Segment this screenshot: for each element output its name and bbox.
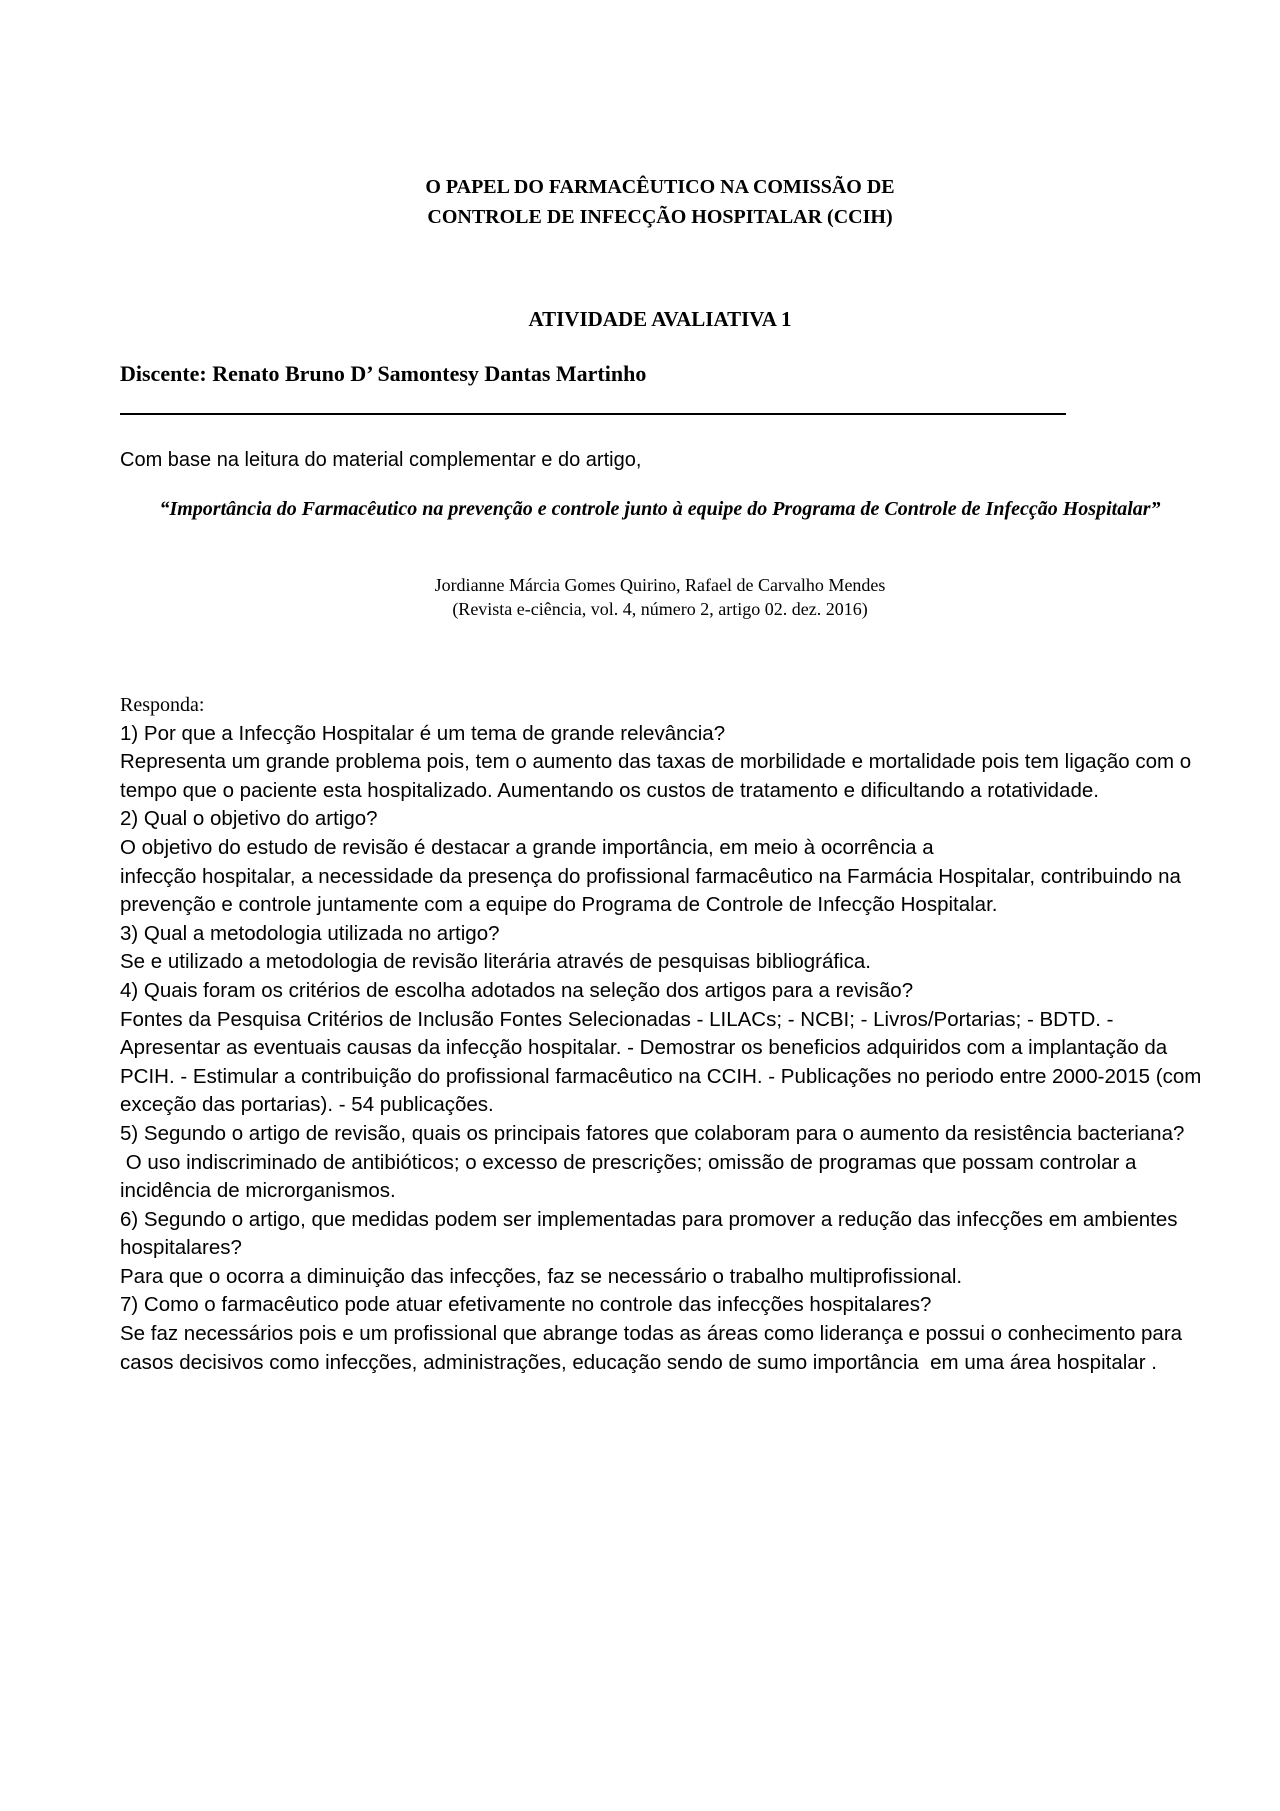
answer-1: Representa um grande problema pois, tem o aumento das taxas de morbilidade e mortalidade pois tem ligação com o tempo que o paciente esta hospitalizado. Aumentando os custos de tratamento e dificultando a rotatividade. xyxy=(120,750,1192,802)
answer-2-rest: infecção hospitalar, a necessidade da presença do profissional farmacêutico na Farmácia Hospitalar, contribuindo na prevenção e controle juntamente com a equipe do Programa de Controle de Infecção Hospitalar. xyxy=(120,864,1181,917)
student-name: Discente: Renato Bruno D’ Samontesy Dantas Martinho xyxy=(120,361,647,386)
divider-line xyxy=(120,413,1066,415)
question-5: 5) Segundo o artigo de revisão, quais os principais fatores que colaboram para o aumento da resistência bacteriana? xyxy=(120,1121,1185,1145)
question-1: 1) Por que a Infecção Hospitalar é um tema de grande relevância? xyxy=(120,721,726,745)
question-3: 3) Qual a metodologia utilizada no artigo? xyxy=(120,921,500,945)
document-title-line-2: CONTROLE DE INFECÇÃO HOSPITALAR (CCIH) xyxy=(427,206,893,228)
activity-heading: ATIVIDADE AVALIATIVA 1 xyxy=(528,307,792,331)
article-source: (Revista e-ciência, vol. 4, número 2, artigo 02. dez. 2016) xyxy=(452,599,868,619)
question-2: 2) Qual o objetivo do artigo? xyxy=(120,807,378,831)
answer-6: Para que o ocorra a diminuição das infecções, faz se necessário o trabalho multiprofissional. xyxy=(120,1264,963,1288)
question-4: 4) Quais foram os critérios de escolha adotados na seleção dos artigos para a revisão? xyxy=(120,978,914,1002)
answer-7: Se faz necessários pois e um profissional que abrange todas as áreas como liderança e possui o conhecimento para casos decisivos como infecções, administrações, educação sendo de sumo importância em uma área hospitalar . xyxy=(120,1322,1188,1374)
answer-5: O uso indiscriminado de antibióticos; o excesso de prescrições; omissão de programas que possam controlar a incidência de microrganismos. xyxy=(120,1150,1143,1203)
intro-text: Com base na leitura do material complementar e do artigo, xyxy=(120,449,642,471)
article-title: “Importância do Farmacêutico na prevenção e controle junto à equipe do Programa de Controle de Infecção Hospitalar” xyxy=(159,498,1161,520)
answer-3: Se e utilizado a metodologia de revisão literária através de pesquisas bibliográfica. xyxy=(120,950,871,974)
question-6: 6) Segundo o artigo, que medidas podem ser implementadas para promover a redução das infecções em ambientes hospitalares? xyxy=(120,1207,1178,1260)
document-title-line-1: O PAPEL DO FARMACÊUTICO NA COMISSÃO DE xyxy=(425,176,895,198)
answer-4: Fontes da Pesquisa Critérios de Inclusão Fontes Selecionadas - LILACs; - NCBI; - Livros/Portarias; - BDTD. - Apresentar as eventuais causas da infecção hospitalar. - Demostrar os beneficios adquiridos com a implantação da PCIH. - Estimular a contribuição do profissional farmacêutico na CCIH. - Publicações no periodo entre 2000-2015 (com exceção das portarias). - 54 publicações. xyxy=(120,1007,1202,1117)
article-authors: Jordianne Márcia Gomes Quirino, Rafael de Carvalho Mendes xyxy=(434,575,886,595)
question-7: 7) Como o farmacêutico pode atuar efetivamente no controle das infecções hospitalares? xyxy=(120,1293,932,1317)
article-citation xyxy=(120,573,1200,621)
answers-prompt: Responda: xyxy=(120,694,205,716)
answers-section xyxy=(120,691,1205,1377)
answer-2-line-1: O objetivo do estudo de revisão é destacar a grande importância, em meio à ocorrência a xyxy=(120,835,934,859)
